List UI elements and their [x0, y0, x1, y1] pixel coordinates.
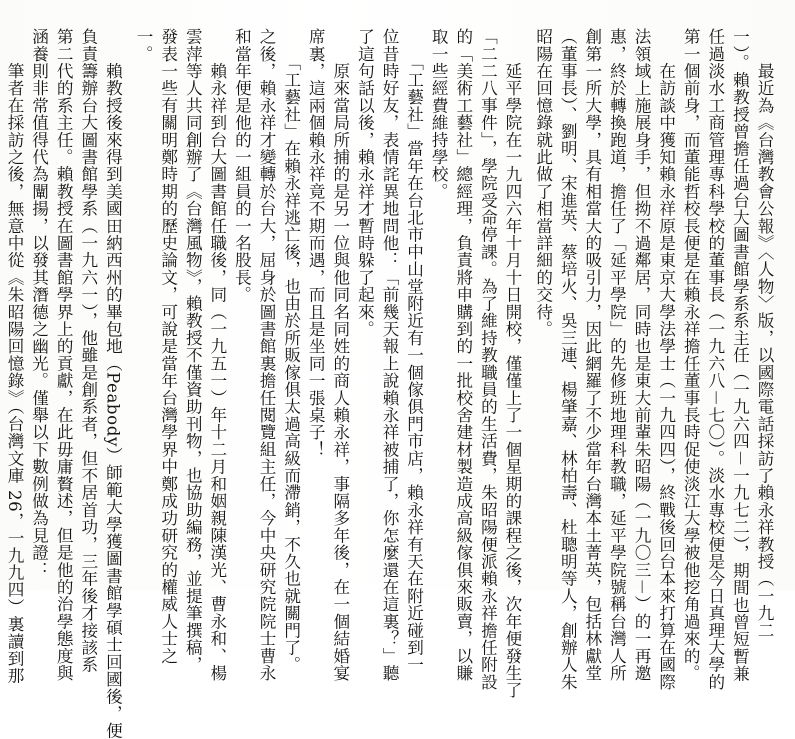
text-column: 席裏，這兩個賴永祥竟不期而遇，而且是坐同一張桌子！ [306, 28, 326, 458]
text-column: 第二代的系主任。賴教授在圖書館學界上的貢獻，在此毋庸贅述，但是他的治學態度與 [54, 28, 74, 682]
text-column: 第一個前身，而董能哲校長便是在賴永祥擔任董事長時促使淡江大學被他挖角過來的。 [681, 28, 701, 682]
text-column: 法領域上施展身手，但拗不過鄰居，同時也是東大前輩朱昭陽（一九〇三－）的一再邀 [632, 28, 652, 682]
text-column: 一）。賴教授曾擔任過台大圖書館學系系主任（一九六四－一九七二），期間也曾短暫兼 [730, 28, 750, 683]
text-column: 發表一些有關明鄭時期的歷史論文，可說是當年台灣學界中鄭成功研究的權威人士之 [158, 28, 178, 665]
text-column: 創第一所大學，具有相當大的吸引力，因此網羅了不少當年台灣本土菁英，包括林獻堂 [582, 28, 602, 682]
text-column: 延平學院在一九四六年十月十日開校，僅僅上了一個星期的課程之後，次年便發生了 [502, 28, 522, 699]
text-column: 原來當局所捕的是另一位與他同名同姓的商人賴永祥，事隔多年後，在一個結婚宴 [330, 28, 350, 682]
text-column: 之後，賴永祥才變轉於台大，屈身於圖書館裏擔任閱覽組主任，今中央研究院院士曹永 [257, 28, 277, 682]
text-column: 任過淡水工商管理專科學校的董事長（一九六八－七〇）。淡水專校便是今日真理大學的 [705, 28, 725, 691]
text-column: 最近為《台灣教會公報》〈人物〉版，以國際電話採訪了賴永祥教授（一九二 [755, 28, 774, 639]
text-column: 雲萍等人共同創辦了《台灣風物》，賴教授不僅資助刊物，也協助編務，並提筆撰稿， [183, 28, 203, 674]
text-column: 一。 [134, 28, 154, 63]
text-column: 和當年便是他的一組員的一名股長。 [232, 28, 252, 304]
text-column: 惠，終於轉換跑道，擔任了「延平學院」的先修班地理科教職，延平學院號稱台灣人所 [607, 28, 627, 682]
text-column: 位昔時好友，表情詫異地問他：「前幾天報上說賴永祥被捕了，你怎麼還在這裏？」聽 [380, 28, 399, 682]
text-column: 涵養則非常值得代為闡揚，以發其潛德之幽光。僅舉以下數例做為見證： [29, 28, 49, 579]
text-column: 筆者在採訪之後，無意中從《朱昭陽回憶錄》（台灣文庫 26，一九九四）裏讀到那 [5, 28, 24, 685]
text-column: 取一些經費維持學校。 [429, 28, 449, 200]
text-column: 負責籌辦台大圖書館學系（一九六一），他雖是創系者，但不居首功，三年後才接該系 [78, 28, 98, 674]
text-column: 的「美術工藝社」總經理，負責將申購到的一批校舍建材製造成高級傢俱來販賣，以賺 [453, 28, 473, 682]
text-column: 賴永祥到台大圖書館任職後，同（一九五一）年十二月和姻親陳漢光、曹永和、楊 [207, 28, 227, 682]
text-column: （董事長）、劉明、宋進英、蔡培火、吳三連、楊肇嘉、林柏壽、杜聰明等人，創辦人朱 [558, 28, 578, 691]
text-column: 在訪談中獲知賴永祥原是東京大學法學士（一九四四），終戰後回台本來打算在國際 [656, 28, 676, 691]
text-column: 「工藝社」在賴永祥逃亡後，也由於所販傢俱太過高級而滯銷，不久也就關門了。 [281, 28, 301, 674]
text-column: 「二二八事件」，學院受命停課。為了維持教職員的生活費，朱昭陽便派賴永祥擔任附設 [478, 28, 498, 691]
text-column: 「工藝社」當年在台北市中山堂附近有一個傢俱門市店，賴永祥有天在附近碰到一 [404, 28, 424, 674]
text-column: 了這句話以後，賴永祥才暫時躲了起來。 [355, 28, 375, 338]
text-column: 賴教授後來得到美國田納西州的畢包地（Peabody）師範大學獲圖書館學碩士回國後，便 [103, 28, 123, 739]
vertical-text-columns [5, 28, 774, 739]
text-column: 昭陽在回憶錄就此做了相當詳細的交待。 [533, 28, 553, 338]
